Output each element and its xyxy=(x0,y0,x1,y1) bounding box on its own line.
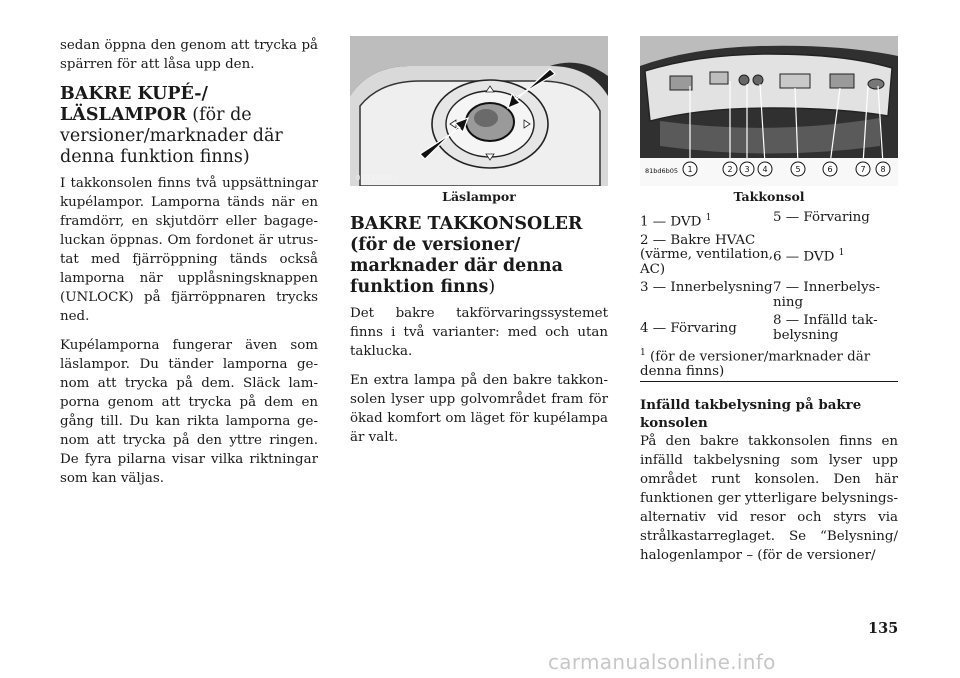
watermark: carmanualsonline.info xyxy=(548,650,776,674)
legend-item-2: 2 — Bakre HVAC (värme, ventilation, AC) xyxy=(640,232,773,277)
section-heading-rear-consoles xyxy=(350,214,608,298)
heading-main: BAKRE TAKKONSOLER (för de versioner/ marknader där denna funktion finns xyxy=(350,214,583,297)
callout-2: 2 xyxy=(727,165,733,174)
legend-item-3: 3 — Innerbelysning xyxy=(640,280,773,296)
column-right xyxy=(640,36,898,575)
paragraph: Det bakre takförvaringssystemet finns i två varianter: med och utan taklucka. xyxy=(350,306,608,359)
legend-table xyxy=(640,210,898,346)
figure-caption: Läslampor xyxy=(442,189,516,204)
legend-row xyxy=(640,280,898,313)
callout-6: 6 xyxy=(827,165,833,174)
legend-item-7: 7 — Innerbelysning xyxy=(773,280,881,310)
callout-7: 7 xyxy=(860,165,866,174)
callout-3: 3 xyxy=(744,165,750,174)
figure-code: 81bd6b05 xyxy=(645,167,679,175)
callout-4: 4 xyxy=(762,165,768,174)
footnote-mark: 1 xyxy=(838,248,845,259)
heading-suffix: (för de versioner/marknader där denna funktion finns) xyxy=(60,105,283,167)
column-middle xyxy=(350,36,608,457)
callout-1: 1 xyxy=(687,165,693,174)
paragraph: På den bakre takkonsolen finns en infälld takbelysning som lyser upp området runt konsolen. Den här funktionen ger ytterligare belysningsalternativ vid resor och styrs via strålkastarreglaget. Se “Belysning/ halogenlampor – (för de versioner/ xyxy=(640,433,898,563)
section-heading-reading-lamps xyxy=(60,84,318,168)
subheading: Infälld takbelysning på bakre konsolen xyxy=(640,396,862,431)
legend-row xyxy=(640,233,898,281)
column-left xyxy=(60,36,318,498)
overhead-console-illustration xyxy=(640,36,898,186)
callout-5: 5 xyxy=(795,165,801,174)
intro-text: sedan öppna den genom att trycka på spärren för att låsa upp den. xyxy=(60,38,318,72)
page-number: 135 xyxy=(868,620,899,637)
legend-row xyxy=(640,210,898,233)
footnote-mark: 1 xyxy=(640,348,646,359)
callout-8: 8 xyxy=(880,165,886,174)
overhead-console-figure xyxy=(640,36,898,186)
heading-close: ) xyxy=(488,277,496,297)
footnote-text: (för de versioner/marknader där denna finns) xyxy=(640,349,871,379)
footnote-mark: 1 xyxy=(705,213,712,223)
reading-lamp-illustration xyxy=(350,36,608,186)
paragraph: En extra lampa på den bakre takkonsolen lyser upp golvområdet fram för ökad komfort om läget för kupélampa är valt. xyxy=(350,373,608,445)
figure-caption: Takkonsol xyxy=(733,189,805,204)
legend-footnote xyxy=(640,346,898,381)
paragraph: Kupélamporna fungerar även som läslampor. Du tänder lamporna genom att trycka på dem. Släck lamporna genom att trycka på dem en gång till. Du kan rikta lamporna genom att trycka på den yttre ringen. De fyra pilarna visar vilka riktningar som kan väljas. xyxy=(60,338,318,486)
figure-code: 033336482 xyxy=(356,174,398,182)
legend-item-6: 6 — DVD xyxy=(773,249,835,265)
legend-item-5: 5 — Förvaring xyxy=(773,210,870,225)
legend-item-4: 4 — Förvaring xyxy=(640,320,737,336)
paragraph: I takkonsolen finns två uppsättningar kupélampor. Lamporna tänds när en framdörr, en skjutdörr eller bagageluckan öppnas. Om fordonet är utrustat med fjärröppning tänds också lamporna när upplåsningsknappen (UNLOCK) på fjärröppnaren trycks ned. xyxy=(60,176,318,324)
heading-main: BAKRE KUPÉ-/ LÄSLAMPOR xyxy=(60,84,208,125)
legend-item-1: 1 — DVD xyxy=(640,214,702,230)
legend-row xyxy=(640,313,898,346)
reading-lamp-figure xyxy=(350,36,608,186)
legend-item-8: 8 — Infälld takbelysning xyxy=(773,313,878,343)
